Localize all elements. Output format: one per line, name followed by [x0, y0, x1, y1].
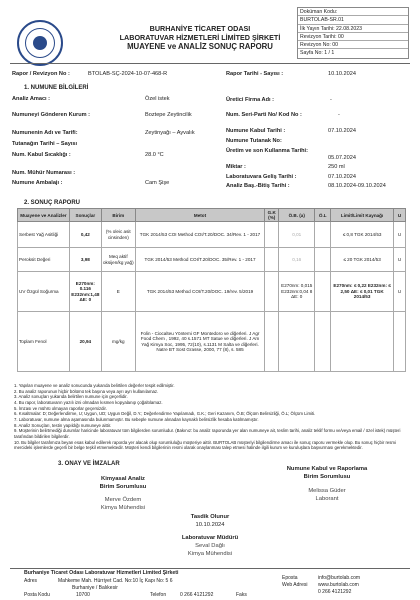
footer-address-label: Adres [24, 578, 38, 584]
chemical-unit-line: Kimyasal Analiz [101, 476, 145, 482]
row-limit-source: ≤ 20 TGK 2014/53 [331, 248, 394, 272]
acceptance-temp-label: Num. Kabul Sıcaklığı : [12, 152, 71, 158]
signatory-title: Kimya Mühendisi [100, 504, 146, 511]
arrival-date-value: 07.10.2024 [328, 174, 356, 180]
section1-heading: 1. NUMUNE BİLGİLERİ [24, 85, 89, 91]
row-result: 20,94 [69, 312, 101, 372]
col-evaluation: U [393, 209, 405, 222]
doc-code-label: Doküman Kodu: [298, 8, 408, 16]
row-uncertainty: 0,01 [279, 222, 315, 248]
row-limit-measure [315, 312, 331, 372]
row-recovery [265, 312, 279, 372]
footer-web-label: Web Adresi [282, 582, 308, 588]
doc-revision-date: Revizyon Tarihi: 00 [298, 33, 408, 41]
col-uncertainty: Ö.B. (a) [279, 209, 315, 222]
col-unit: Birim [101, 209, 135, 222]
title-line-1: BURHANİYE TİCARET ODASI [149, 24, 251, 33]
footer-email-label: Eposta [282, 575, 298, 581]
producer-label: Üretici Firma Adı : [226, 97, 274, 103]
arrival-date-label: Laboratuvara Geliş Tarihi : [226, 174, 297, 180]
footer-postcode-label: Posta Kodu [24, 592, 50, 598]
protocol-no-label: Numune Tutanak No: [226, 138, 282, 144]
note-item: 8. Analiz Sonuçları, testin yapıldığı numuneye aittir. [14, 422, 112, 428]
footer-phone-label: Telefon [150, 592, 167, 598]
results-table [17, 208, 406, 372]
production-expiry-value: 05.07.2024 [328, 155, 356, 161]
manager-title: Laboratuvar Müdürü [181, 535, 239, 541]
row-method: TGK 2014/53 Method COI/T.20/DOC. 19/rev. 5/2019 [135, 272, 265, 312]
row-recovery [265, 222, 279, 248]
row-limit-source [331, 312, 394, 372]
table-row [18, 312, 406, 372]
note-item: 5. İmzası ve mührü olmayan raporlar geçersizdir. [14, 405, 107, 411]
acceptance-date-label: Numune Kabul Tarihi : [226, 128, 286, 134]
footer-address-line: Mahkeme Mah. Hürriyet Cad. No:10 İç Kapı No: 5 6 [58, 578, 173, 584]
row-limit-measure [315, 272, 331, 312]
note-item: 1. Yapılan muayene ve analiz sonucunda yukarıda belirtilen değerler tespit edilmiştir. [14, 383, 175, 388]
row-uncertainty: E270nm: 0,015 E232nm:0,04 8 ΔE: 0 [279, 272, 315, 312]
row-recovery [265, 248, 279, 272]
section3-heading: 3. ONAY VE İMZALAR [58, 461, 120, 467]
note-item: 4. Bu rapor, laboratuvarın yazılı izni olmadan kısmen kopyalanıp çoğaltılamaz. [14, 400, 163, 406]
footer-fax: 0 266 4121292 [318, 589, 352, 595]
approval-label: Tasdik Olunur [190, 514, 230, 520]
analysis-purpose-label: Analiz Amacı : [12, 96, 51, 102]
row-test: Peroksit Değeri [18, 248, 70, 272]
approval-date: 10.10.2024 [195, 522, 225, 528]
chemical-signatory [68, 497, 178, 512]
row-method: TGK 2014/53 COI Method COI/T.20/DOC. 34/Rev. 1 - 2017 [135, 222, 265, 248]
sample-name-label: Numunenin Adı ve Tarifi: [12, 130, 78, 136]
report-date-label: Rapor Tarihi - Sayısı : [226, 71, 284, 77]
row-recovery [265, 272, 279, 312]
signatory-name: Seval Dağlı [195, 543, 225, 549]
row-uncertainty: 0,16 [279, 248, 315, 272]
chemical-unit-line: Birim Sorumlusu [99, 483, 147, 490]
row-evaluation: U [393, 222, 405, 248]
footer-postcode: 10700 [76, 592, 90, 598]
title-line-3: MUAYENE ve ANALİZ SONUÇ RAPORU [127, 42, 273, 52]
row-result: E270nm: 0.116 E232nm:1,48 ΔE: 0 [69, 272, 101, 312]
doc-first-issue: İlk Yayın Tarihi: 22.08.2023 [298, 25, 408, 33]
reporting-unit-line: Numune Kabul ve Raporlama [286, 466, 368, 472]
note-item: 10. Bu bilgiler tarafımıza beyan esas kabul edilerek raporda yer alacak olup sorumluluğu müşteriye aittir. BURTOLAB müşteriyi bilgilendirme amacı ile sonuç raporu vermekle olup. Bu sonuç hiçbir resmi mercideki işlemlerde geçerli bir belge teşkil etmemektedir. Müşteri kendi bilgilerinin resmi olarak onaylanması talep etmesi halinde ilgili kurum ve kuruluşlara başvurması gerekmektedir. [14, 439, 396, 451]
footer-divider [10, 568, 410, 569]
row-limit-source: ≤ 0,8 TGK 2014/53 [331, 222, 394, 248]
lab-seal-logo [17, 20, 63, 66]
col-method: Metot [135, 209, 265, 222]
note-item: 3. Analiz sonuçları yukarıda belirtilen numune için geçerlidir. [14, 394, 128, 400]
table-row [18, 248, 406, 272]
row-method: Folin - Ciocalteu Yöntemi GF Montedoro ve diğerleri. J Agr Food Chem , 1992, 40 s.1571 MT Satue ve diğerleri. J Am Yağ Kimya Soc, 1995, 72(10), s.1131 M Salta ve diğerleri. Natre BT Sost Grasse, 2000, 77 (8), s. 585 [135, 312, 265, 372]
signatory-title: Laborant [315, 495, 339, 502]
reporting-signatory [252, 488, 402, 503]
footer-web: www.burtolab.com [318, 582, 359, 588]
signatory-name: Merve Özdem [104, 497, 142, 503]
reporting-unit-line: Birim Sorumlusu [303, 473, 351, 480]
row-uncertainty [279, 312, 315, 372]
header-divider [10, 63, 410, 64]
row-limit-source: E270nm: ≤ 0,22 E232nm: ≤ 2,50 ΔE: ≤ 0,01 TGK 2014/53 [331, 272, 394, 312]
row-test: Serbest Yağ Asitliği [18, 222, 70, 248]
col-limit-source: Limit/Limit Kaynağı [331, 209, 394, 222]
section2-heading: 2. SONUÇ RAPORU [24, 200, 81, 206]
note-item: 9. Müşterinin belirtmediği durumlar haricinde laboratuvar tüm bilgilerden sorumludur. (Bakınız: bu analiz raporunda yer alan numuneye ait, teslim tarihi, analiz teklif formu ve/veya email / özel istek) müşteri tarafından bildirilen bilgilerdir. [14, 428, 401, 440]
chemical-unit-title [68, 476, 178, 491]
row-unit: (% oleic asit cinsinden) [101, 222, 135, 248]
report-no-label: Rapor / Revizyon No : [12, 71, 70, 77]
row-unit: mg/kg [101, 312, 135, 372]
batch-no-value: - [338, 112, 340, 118]
sender-value: Boztepe Zeytincilik [145, 112, 192, 118]
col-limit-measure: Ö.L [315, 209, 331, 222]
doc-code-value: BURTOLAB-SR.01 [298, 16, 408, 24]
note-item: 6. Kısaltmalar: D; Değerlendirme, U; Uygun, UD; Uygun Değil, D.Y.; Değerlendirme Yapılamadı, G.K.; Geri Kazanım, Ö.B; Ölçüm Belirsizliği, Ö.L; Ölçüm Limiti. [14, 411, 316, 417]
table-row [18, 272, 406, 312]
row-test: UV Özgül Soğurma [18, 272, 70, 312]
manager-signatory [155, 543, 265, 558]
row-evaluation [393, 312, 405, 372]
batch-no-label: Num. Seri-Parti No/ Kod No : [226, 112, 302, 118]
row-evaluation: U [393, 248, 405, 272]
row-limit-measure [315, 222, 331, 248]
footer-email: info@burtolab.com [318, 575, 361, 581]
packaging-label: Numune Ambalajı : [12, 180, 63, 186]
col-result: Sonuçlar [69, 209, 101, 222]
row-unit: E [101, 272, 135, 312]
report-notes [14, 383, 406, 451]
footer-address-line: Burhaniye / Balıkesir [72, 585, 118, 591]
acceptance-date-value: 07.10.2024 [328, 128, 356, 134]
doc-revision-no: Revizyon No: 00 [298, 41, 408, 49]
footer-company: Burhaniye Ticaret Odası Laboratuvar Hizmetleri Limited Şirketi [24, 570, 179, 576]
signatory-name: Melissa Güder [308, 488, 346, 494]
col-test: Muayene ve Analizler [18, 209, 70, 222]
sender-label: Numuneyi Gönderen Kurum : [12, 112, 91, 118]
row-unit: Meq aktif oksijen/kg yağ) [101, 248, 135, 272]
footer-phone: 0 266 4121292 [180, 592, 214, 598]
report-title [95, 25, 305, 52]
row-test: Toplam Fenol [18, 312, 70, 372]
seal-no-label: Num. Mühür Numarası : [12, 170, 76, 176]
row-result: 0,42 [69, 222, 101, 248]
col-recovery: G.K (%) [265, 209, 279, 222]
doc-page-no: Sayfa No: 1 / 1 [300, 50, 335, 57]
production-expiry-label: Üretim ve son Kullanma Tarihi: [226, 148, 308, 154]
row-method: TGK 2014/53 Method COI/T.20/DOC. 35/Rev. 1 - 2017 [135, 248, 265, 272]
quantity-value: 250 ml [328, 164, 345, 170]
analysis-dates-label: Analiz Baş.-Bitiş Tarihi : [226, 183, 290, 189]
acceptance-temp-value: 28.0 °C [145, 152, 164, 158]
results-header-row [18, 209, 406, 222]
sample-name-value: Zeytinyağı – Ayvalık [145, 130, 195, 136]
footer-fax-label: Faks [236, 592, 247, 598]
producer-value: - [330, 97, 332, 103]
quantity-label: Miktar : [226, 164, 246, 170]
report-no-value: BTOLAB-SÇ-2024-10-07-468-R [88, 71, 168, 77]
signatory-title: Kimya Mühendisi [187, 550, 233, 557]
row-evaluation: U [393, 272, 405, 312]
title-line-2: LABORATUVAR HİZMETLERİ LİMİTED ŞİRKETİ [119, 32, 281, 42]
note-item: 7. Laboratuvar, numune alma aşamasında bulunmamıştır. Bu sebeple numune alınadan kaynaklı belirsizlik hesaba katılmamıştır. [14, 417, 259, 423]
analysis-dates-value: 08.10.2024-09.10.2024 [328, 183, 386, 189]
note-item: 2. Bu analiz raporunun hiçbir bölümü tek başına veya ayrı ayrı kullanılamaz. [14, 388, 159, 394]
document-info-box [297, 7, 409, 59]
row-result: 3,98 [69, 248, 101, 272]
packaging-value: Cam Şişe [145, 180, 170, 186]
row-limit-measure [315, 248, 331, 272]
reporting-unit-title [252, 466, 402, 481]
report-date-value: 10.10.2024 [328, 71, 356, 77]
analysis-purpose-value: Özel istek [145, 96, 170, 102]
protocol-label: Tutanağın Tarihi – Sayısı [12, 141, 78, 147]
table-row [18, 222, 406, 248]
